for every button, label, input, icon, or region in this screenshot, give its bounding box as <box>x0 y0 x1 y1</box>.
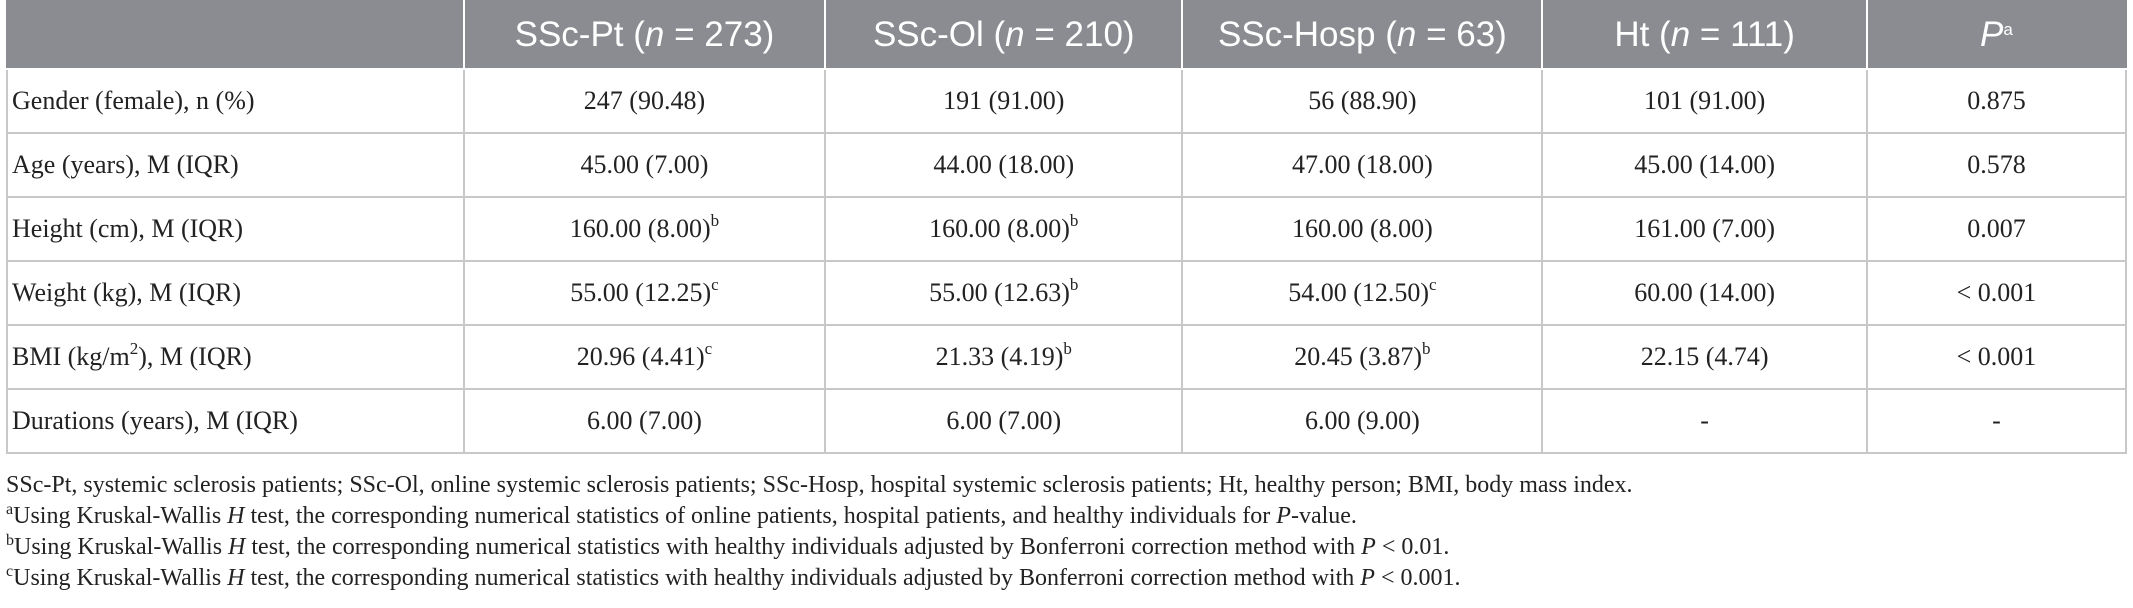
table-cell: 6.00 (9.00) <box>1182 389 1542 453</box>
header-cell-ht: Ht (n = 111) <box>1542 1 1867 69</box>
table-cell: 161.00 (7.00) <box>1542 197 1867 261</box>
row-label: Weight (kg), M (IQR) <box>7 261 464 325</box>
table-cell: 101 (91.00) <box>1542 69 1867 133</box>
footnote-b: $^b$Using Kruskal-Wallis H test, the corresponding numerical statistics with healthy individuals adjusted by Bonferroni correction method with P < 0.01. <box>6 532 1450 560</box>
header-row <box>7 1 2126 69</box>
table-cell: 6.00 (7.00) <box>825 389 1182 453</box>
table-cell: 6.00 (7.00) <box>464 389 825 453</box>
table-cell: 191 (91.00) <box>825 69 1182 133</box>
row-label: Gender (female), n (%) <box>7 69 464 133</box>
table-cell: 55.00 $(12.63)^b$ <box>825 261 1182 325</box>
table-cell: 0.007 <box>1867 197 2126 261</box>
table-cell: 21.33 $(4.19)^b$ <box>825 325 1182 389</box>
header-cell-ssc-ol: SSc-Ol (n = 210) <box>825 1 1182 69</box>
table-cell: 60.00 (14.00) <box>1542 261 1867 325</box>
row-label: Age (years), M (IQR) <box>7 133 464 197</box>
data-table <box>6 0 2127 454</box>
table-cell: 47.00 (18.00) <box>1182 133 1542 197</box>
table-cell: 54.00 $(12.50)^c$ <box>1182 261 1542 325</box>
table-cell: 160.00 $(8.00)^b$ <box>825 197 1182 261</box>
table-row <box>7 325 2126 389</box>
table-row <box>7 261 2126 325</box>
table-cell: 247 (90.48) <box>464 69 825 133</box>
header-cell-ssc-pt: SSc-Pt (n = 273) <box>464 1 825 69</box>
data-table-container <box>6 0 2127 454</box>
table-cell: 56 (88.90) <box>1182 69 1542 133</box>
table-cell: 20.96 $(4.41)^c$ <box>464 325 825 389</box>
table-cell: < 0.001 <box>1867 261 2126 325</box>
footnote-c: $^c$Using Kruskal-Wallis H test, the corresponding numerical statistics with healthy individuals adjusted by Bonferroni correction method with P < 0.001. <box>6 563 1461 591</box>
table-cell: - <box>1867 389 2126 453</box>
table-cell: 22.15 (4.74) <box>1542 325 1867 389</box>
table-row <box>7 133 2126 197</box>
header-cell-p-value: $P^a$ <box>1867 1 2126 69</box>
table-cell: 160.00 (8.00) <box>1182 197 1542 261</box>
table-cell: 0.875 <box>1867 69 2126 133</box>
table-cell: 55.00 $(12.25)^c$ <box>464 261 825 325</box>
table-cell: 45.00 (7.00) <box>464 133 825 197</box>
table-cell: 0.578 <box>1867 133 2126 197</box>
table-row <box>7 69 2126 133</box>
row-label: Durations (years), M (IQR) <box>7 389 464 453</box>
header-cell-ssc-hosp: SSc-Hosp (n = 63) <box>1182 1 1542 69</box>
footnote-abbreviations: SSc-Pt, systemic sclerosis patients; SSc-Ol, online systemic sclerosis patients; SSc-Hosp, hospital systemic sclerosis patients; Ht, healthy person; BMI, body mass index. <box>6 472 1633 498</box>
table-cell: 45.00 (14.00) <box>1542 133 1867 197</box>
table-row <box>7 389 2126 453</box>
table-cell: - <box>1542 389 1867 453</box>
table-cell: 20.45 $(3.87)^b$ <box>1182 325 1542 389</box>
header-cell-empty <box>7 1 464 69</box>
table-cell: < 0.001 <box>1867 325 2126 389</box>
table-cell: 160.00 $(8.00)^b$ <box>464 197 825 261</box>
table-cell: 44.00 (18.00) <box>825 133 1182 197</box>
row-label: BMI $(kg/m^2)$, M (IQR) <box>7 325 464 389</box>
footnotes <box>6 470 2126 594</box>
row-label: Height (cm), M (IQR) <box>7 197 464 261</box>
table-row <box>7 197 2126 261</box>
footnote-a: $^a$Using Kruskal-Wallis H test, the corresponding numerical statistics of online patients, hospital patients, and healthy individuals for P-value. <box>6 501 1357 529</box>
